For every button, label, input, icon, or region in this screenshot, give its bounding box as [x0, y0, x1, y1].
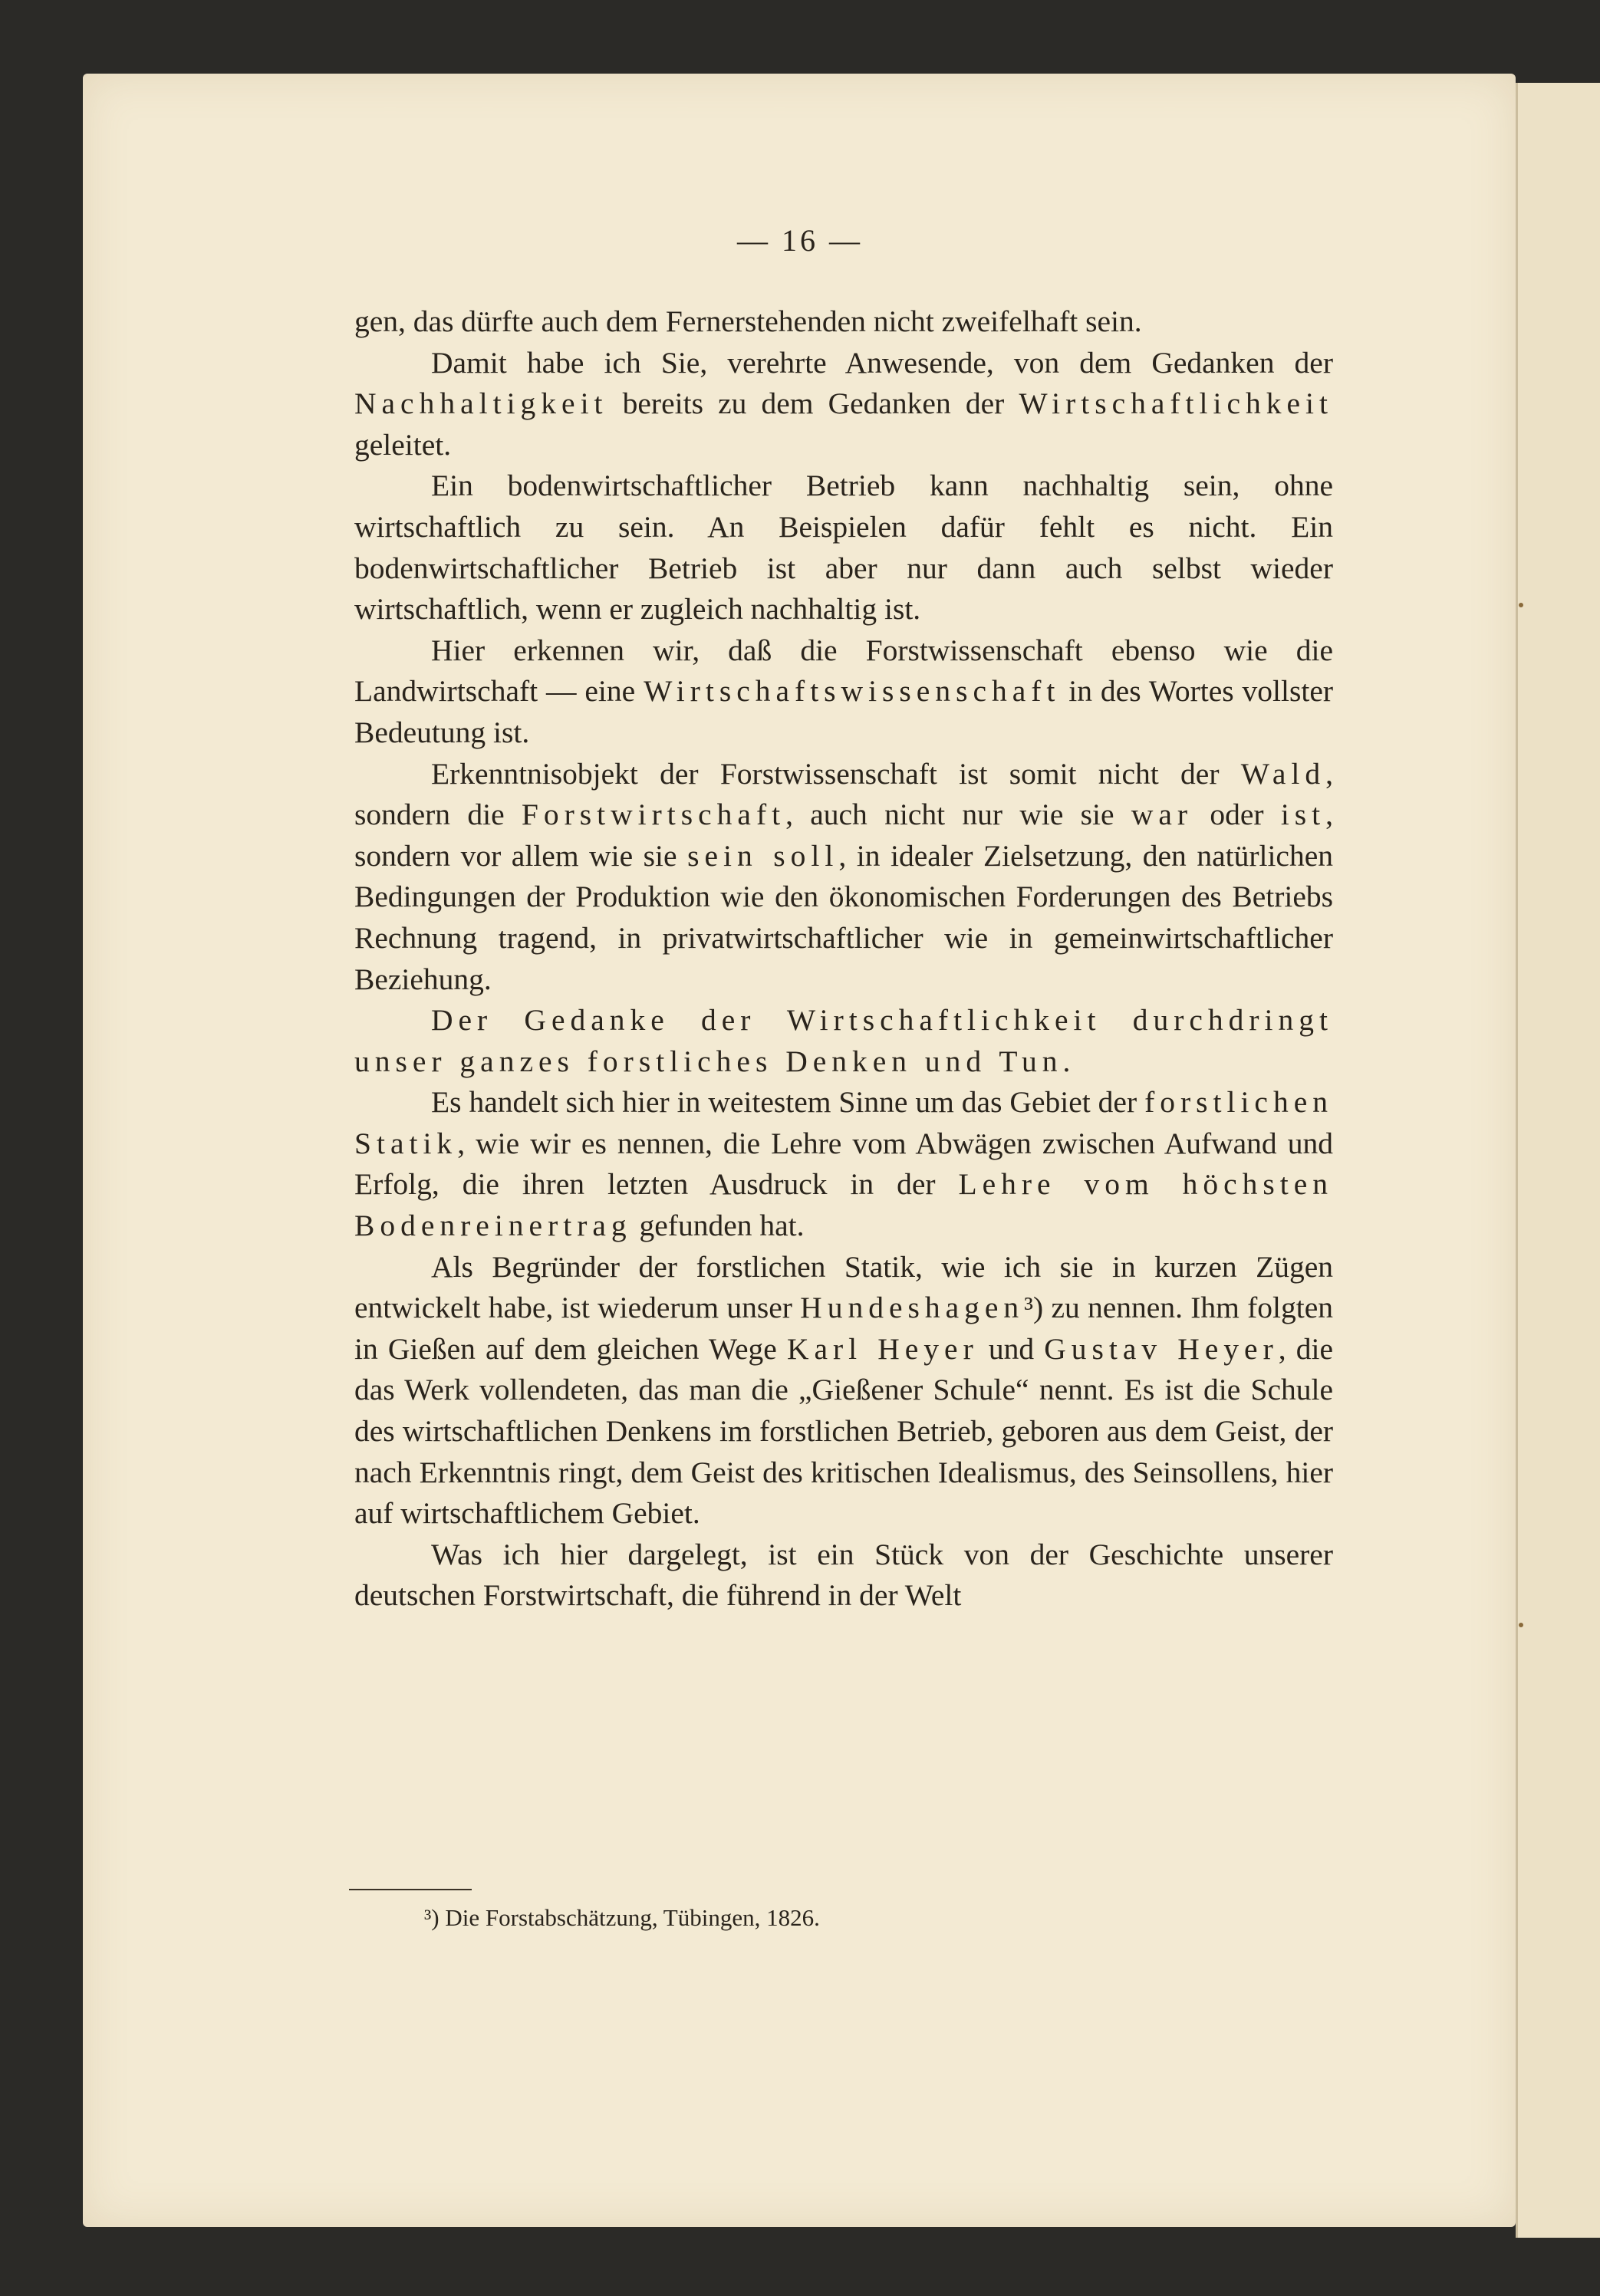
spaced-emphasis: war — [1131, 798, 1193, 832]
margin-speck — [1519, 603, 1523, 607]
spaced-emphasis: Nachhaltigkeit — [354, 387, 608, 421]
spaced-emphasis: Lehre vom höchsten Bodenreinertrag — [354, 1167, 1333, 1243]
text-run: Erkenntnisobjekt der Forstwissenschaft ist somit nicht der — [431, 756, 1241, 791]
spaced-emphasis: Gustav Heyer — [1044, 1331, 1279, 1366]
spaced-emphasis: Hundeshagen — [800, 1291, 1025, 1325]
text-run: bereits zu dem Gedanken der — [607, 387, 1019, 421]
text-run: Als Begründer der forstlichen Statik, wie ich sie in kurzen Zügen entwickelt habe, ist wiederum unser — [354, 1249, 1333, 1325]
text-run: , wie wir es nennen, die Lehre vom Abwägen zwischen Aufwand und Erfolg, die ihren letzten Ausdruck in der — [354, 1126, 1333, 1202]
text-run: gefunden hat. — [631, 1209, 805, 1243]
paragraph — [354, 1535, 1333, 1617]
text-run: , auch nicht nur wie sie — [785, 798, 1131, 832]
adjacent-page-edge — [1516, 83, 1600, 2238]
text-run: , die das Werk vollendeten, das man die „Gießener Schule“ nennt. Es ist die Schule des wirtschaftlichen Denkens im forstlichen Betrieb, geboren aus dem Geist, der nach Erkenntnis ringt, dem Geist des kritischen Idealismus, des Seinsollens, hier auf wirtschaftlichem Gebiet. — [354, 1331, 1333, 1531]
paragraph — [354, 301, 1333, 343]
text-run: , sondern die — [354, 756, 1333, 832]
text-run: ³) zu nennen. Ihm folgten in Gießen auf dem gleichen Wege — [354, 1291, 1334, 1366]
paragraph — [354, 1082, 1333, 1246]
spaced-emphasis: Karl Heyer — [786, 1331, 979, 1366]
paragraph — [354, 1247, 1333, 1535]
spaced-emphasis: sein soll — [687, 838, 839, 873]
text-run: , in idealer Zielsetzung, den natürlichen Bedingungen der Produktion wie den ökonomischen Forderungen des Betriebs Rechnung tragend, in privatwirtschaftlicher wie in gemeinwirtschaftlicher Beziehung. — [354, 838, 1333, 996]
paragraph — [354, 343, 1333, 466]
margin-speck — [1519, 1623, 1523, 1627]
text-run: geleitet. — [354, 427, 452, 462]
spaced-emphasis: Wald — [1240, 756, 1326, 791]
text-run: , sondern vor allem wie sie — [354, 798, 1334, 873]
text-run: Ein bodenwirtschaftlicher Betrieb kann nachhaltig sein, ohne wirtschaftlich zu sein. An Beispielen dafür fehlt es nicht. Ein bodenwirtschaftlicher Betrieb ist aber nur dann auch selbst wieder wirtschaftlich, wenn er zugleich nachhaltig ist. — [354, 469, 1333, 627]
text-run: Damit habe ich Sie, verehrte Anwesende, von dem Gedanken der — [431, 345, 1333, 380]
spaced-emphasis: forstlichen Statik — [354, 1085, 1333, 1160]
paragraph — [354, 754, 1333, 1001]
text-run: oder — [1193, 798, 1281, 832]
paragraph — [354, 1000, 1333, 1082]
paragraph — [354, 465, 1333, 630]
footnote-rule — [349, 1889, 472, 1890]
page-number: — 16 — — [737, 223, 863, 258]
spaced-emphasis: Wirtschaftlichkeit — [1019, 387, 1333, 421]
text-run: Es handelt sich hier in weitestem Sinne um das Gebiet der — [431, 1085, 1145, 1120]
text-run: gen, das dürfte auch dem Fernerstehenden nicht zweifelhaft sein. — [354, 304, 1142, 338]
text-run: und — [978, 1331, 1045, 1366]
paragraph — [354, 630, 1333, 754]
text-run: Hier erkennen wir, daß die Forstwissenschaft ebenso wie die Landwirtschaft — eine — [354, 633, 1333, 709]
spaced-emphasis: Der Gedanke der Wirtschaftlichkeit durchdringt unser ganzes forstliches Denken und Tun. — [354, 1003, 1333, 1078]
spaced-emphasis: Forstwirtschaft — [521, 798, 786, 832]
footnote: ³) Die Forstabschätzung, Tübingen, 1826. — [424, 1904, 820, 1931]
spaced-emphasis: ist — [1280, 798, 1326, 832]
text-run: in des Wortes vollster Bedeutung ist. — [354, 674, 1334, 749]
text-run: Was ich hier dargelegt, ist ein Stück von der Geschichte unserer deutschen Forstwirtschaft, die führend in der Welt — [354, 1537, 1333, 1613]
spaced-emphasis: Wirtschaftswissenschaft — [644, 674, 1061, 709]
body-text — [354, 301, 1333, 1617]
